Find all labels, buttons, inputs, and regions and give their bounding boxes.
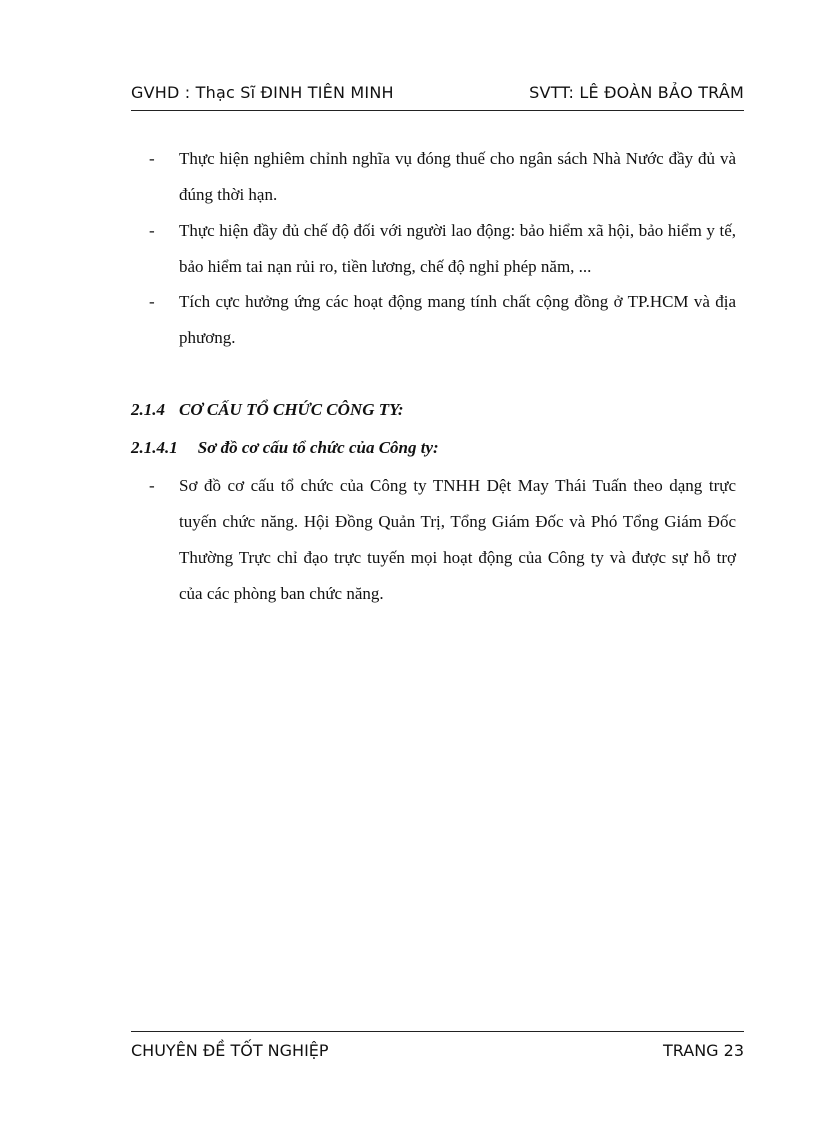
- bullet-dash: -: [149, 221, 155, 240]
- page-header: [131, 83, 744, 109]
- bullet-dash: -: [149, 292, 155, 311]
- page-number: TRANG 23: [663, 1041, 744, 1060]
- subsection-number: 2.1.4.1: [131, 438, 178, 457]
- list-item-text: Thực hiện nghiêm chỉnh nghĩa vụ đóng thuế cho ngân sách Nhà Nước đầy đủ và đúng thời hạn.: [179, 149, 736, 204]
- subsection-title: Sơ đồ cơ cấu tổ chức của Công ty:: [197, 438, 439, 457]
- header-divider: [131, 110, 744, 111]
- bullet-dash: -: [149, 476, 155, 495]
- list-item-text: Tích cực hưởng ứng các hoạt động mang tính chất cộng đồng ở TP.HCM và địa phương.: [179, 292, 736, 347]
- subsection-heading: [131, 438, 439, 458]
- bullet-dash: -: [149, 149, 155, 168]
- list-item-text: Sơ đồ cơ cấu tổ chức của Công ty TNHH Dệt May Thái Tuấn theo dạng trực tuyến chức năng. Hội Đồng Quản Trị, Tổng Giám Đốc và Phó Tổng Giám Đốc Thường Trực chỉ đạo trực tuyến mọi hoạt động của Công ty và được sự hỗ trợ của các phòng ban chức năng.: [179, 476, 736, 603]
- list-item-text: Thực hiện đầy đủ chế độ đối với người lao động: bảo hiểm xã hội, bảo hiểm y tế, bảo hiểm tai nạn rủi ro, tiền lương, chế độ nghỉ phép năm, ...: [179, 221, 736, 276]
- header-student: SVTT: LÊ ĐOÀN BẢO TRÂM: [529, 83, 744, 102]
- footer-divider: [131, 1031, 744, 1032]
- section-title: CƠ CẤU TỔ CHỨC CÔNG TY:: [179, 400, 404, 419]
- header-advisor: GVHD : Thạc Sĩ ĐINH TIÊN MINH: [131, 83, 394, 102]
- section-number: 2.1.4: [131, 400, 165, 419]
- footer-title: CHUYÊN ĐỀ TỐT NGHIỆP: [131, 1041, 329, 1060]
- section-heading: [131, 400, 404, 420]
- page-footer: [131, 1041, 744, 1067]
